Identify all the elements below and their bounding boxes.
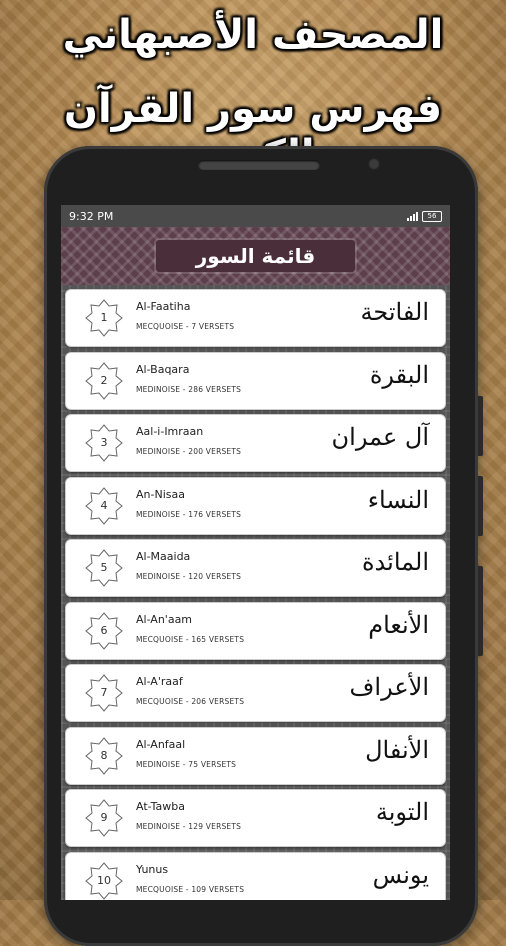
surah-meta: MEDINOISE - 286 VERSETS [136,384,242,394]
surah-meta: MECQUOISE - 206 VERSETS [136,697,245,706]
surah-row[interactable] [65,414,446,472]
surah-row[interactable] [65,727,446,785]
surah-arabic-name: المائدة [361,548,429,576]
surah-number-badge [84,673,124,713]
surah-row[interactable] [65,789,446,847]
surah-number-badge [84,861,124,901]
surah-number: 9 [100,811,108,824]
surah-number-badge [84,611,124,651]
signal-icon [407,212,418,221]
surah-number: 5 [100,561,108,574]
surah-meta: MECQUOISE - 109 VERSETS [136,884,245,894]
surah-meta: MECQUOISE - 7 VERSETS [136,322,235,331]
surah-meta: MEDINOISE - 129 VERSETS [136,822,242,831]
surah-arabic-name: يونس [372,860,429,889]
surah-number: 4 [100,498,108,512]
surah-row[interactable] [65,477,446,535]
battery-icon: 56 [422,211,442,222]
surah-row[interactable] [65,852,446,901]
surah-number-badge [84,423,124,463]
surah-name: Al-Baqara [136,362,190,376]
surah-row[interactable] [65,664,446,722]
surah-name: An-Nisaa [136,487,185,501]
surah-arabic-name: النساء [367,485,429,514]
surah-arabic-name: التوبة [375,798,429,826]
surah-number: 7 [100,686,108,699]
surah-number: 2 [100,373,108,387]
surah-number-badge [84,736,124,776]
surah-name: Al-Faatiha [136,300,191,313]
phone-screen [61,205,450,900]
surah-number-badge [84,798,124,838]
surah-number: 1 [100,311,108,324]
surah-arabic-name: البقرة [369,360,429,389]
page-title: قائمة السور [156,240,355,272]
surah-arabic-name: الأعراف [349,673,429,701]
surah-name: At-Tawba [136,800,185,813]
promo-title-line1: المصحف الأصبهاني [62,12,444,58]
app-bar [61,227,450,287]
status-bar [61,205,450,227]
surah-arabic-name: الأنعام [368,610,429,639]
surah-number-badge [84,548,124,588]
surah-row[interactable] [65,352,446,410]
surah-number: 8 [100,748,108,762]
surah-name: Al-Maaida [136,550,191,563]
status-time: 9:32 PM [69,209,114,223]
surah-meta: MEDINOISE - 120 VERSETS [136,572,242,581]
promo-title-line2: فهرس سور القرآن [63,86,443,132]
surah-name: Yunus [136,862,169,876]
surah-number: 3 [100,436,108,449]
surah-meta: MEDINOISE - 75 VERSETS [136,759,237,769]
surah-arabic-name: الفاتحة [360,298,429,326]
surah-meta: MECQUOISE - 165 VERSETS [136,634,245,644]
volume-button [478,476,483,536]
phone-speaker [198,160,320,170]
surah-arabic-name: آل عمران [331,423,429,451]
surah-meta: MEDINOISE - 200 VERSETS [136,447,242,456]
surah-row[interactable] [65,602,446,660]
surah-name: Aal-i-Imraan [136,425,204,438]
surah-arabic-name: الأنفال [365,735,429,764]
surah-name: Al-A'raaf [136,675,183,688]
surah-row[interactable] [65,539,446,597]
surah-list[interactable] [61,285,450,900]
surah-number-badge [84,361,124,401]
surah-number-badge [84,298,124,338]
phone-camera [368,158,380,170]
surah-row[interactable] [65,289,446,347]
power-button [478,566,483,656]
surah-name: Al-Anfaal [136,737,186,751]
surah-number: 10 [97,873,111,887]
surah-name: Al-An'aam [136,612,193,626]
surah-number: 6 [100,623,108,637]
surah-meta: MEDINOISE - 176 VERSETS [136,509,242,519]
surah-number-badge [84,486,124,526]
volume-button [478,396,483,456]
